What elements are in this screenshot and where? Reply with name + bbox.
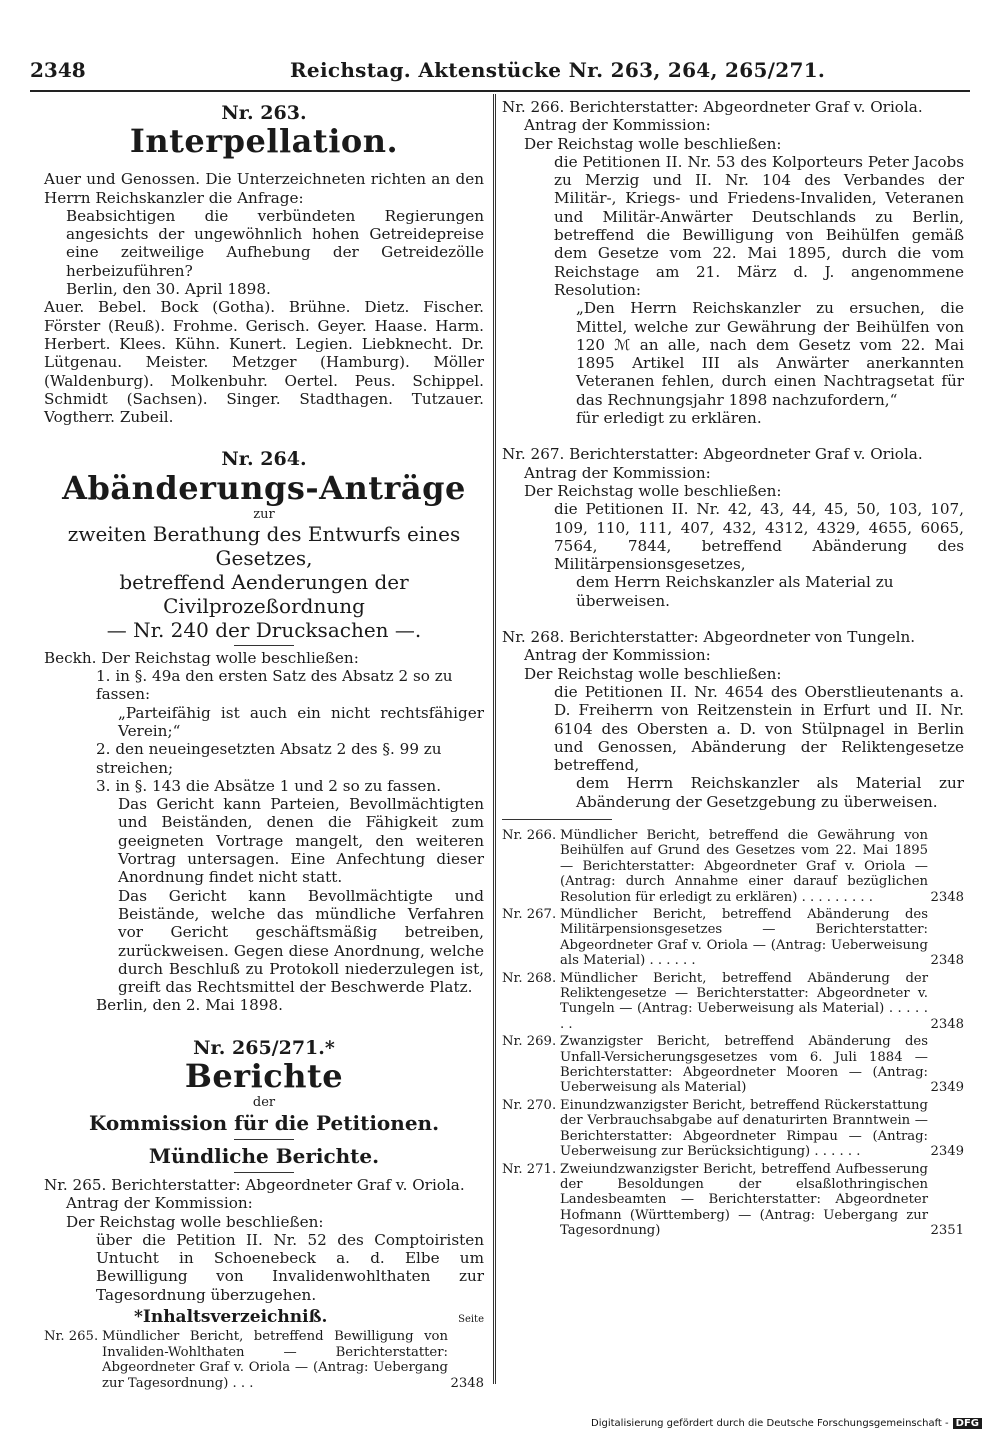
nr267-body: die Petitionen II. Nr. 42, 43, 44, 45, 50, 103, 107, 109, 110, 111, 407, 432, 4312, 4329, 4655, 6065, 7564, 7844, betreffend Abänderung des Militärpensionsgesetzes, bbox=[554, 500, 964, 574]
nr263-signatories: Auer. Bebel. Bock (Gotha). Brühne. Dietz. Fischer. Förster (Reuß). Frohme. Gerisch. Geyer. Haase. Harm. Herbert. Klees. Kühn. Kunert. Legien. Liebknecht. Dr. Lütgenau. Meister. Metzger (Hamburg). Möller (Waldenburg). Molkenbuhr. Oertel. Peus. Schippel. Schmidt (Sachsen). Singer. Stadthagen. Tutzauer. Vogtherr. Zubeil. bbox=[44, 298, 484, 427]
nr264-subtitle-3: — Nr. 240 der Drucksachen —. bbox=[106, 617, 422, 642]
nr264-zur: zur bbox=[253, 506, 275, 522]
nr264-intro: Beckh. Der Reichstag wolle beschließen: bbox=[44, 648, 359, 667]
nr267-reporter: Nr. 267. Berichterstatter: Abgeordneter Graf v. Oriola. bbox=[502, 445, 923, 464]
nr267-antrag: Antrag der Kommission: bbox=[524, 463, 711, 482]
dfg-logo: DFG bbox=[953, 1418, 982, 1429]
page-number: 2348 bbox=[30, 58, 86, 82]
page-header bbox=[30, 58, 970, 86]
nr264-subtitle-2: betreffend Aenderungen der Civilprozeßordnung bbox=[119, 569, 409, 618]
nr264-item-1: 1. in §. 49a den ersten Satz des Absatz 2 so zu fassen: bbox=[96, 667, 453, 704]
nr264-date: Berlin, den 2. Mai 1898. bbox=[96, 996, 283, 1015]
toc-entry: Nr. 270. Einundzwanzigster Bericht, betreffend Rückerstattung der Verbrauchsabgabe auf denaturirten Branntwein — Berichterstatter: Abgeordneter Rimpau — (Antrag: Ueberweisung zur Berücksichtigung) . . . . . . 2349 bbox=[502, 1097, 964, 1160]
nr268-end: dem Herrn Reichskanzler als Material zur Abänderung der Gesetzgebung zu überweisen. bbox=[576, 774, 964, 811]
nr264-para-1: Das Gericht kann Parteien, Bevollmächtigten und Beiständen, denen die Fähigkeit zum geeigneten Vortrage mangelt, den weiteren Vortrag untersagen. Eine Anfechtung dieser Anordnung findet nicht statt. bbox=[118, 795, 484, 887]
nr263-title: Interpellation. bbox=[129, 122, 399, 161]
toc-entry: Nr. 265. Mündlicher Bericht, betreffend Bewilligung von Invaliden-Wohlthaten — Berichterstatter: Abgeordneter Graf v. Oriola — (Antrag: Uebergang zur Tagesordnung) . . . 2348 bbox=[44, 1329, 484, 1391]
header-rule bbox=[30, 90, 970, 92]
nr268-antrag: Antrag der Kommission: bbox=[524, 646, 711, 665]
nr263-head: Nr. 263. bbox=[221, 102, 307, 124]
nr268-body: die Petitionen II. Nr. 4654 des Oberstlieutenants a. D. Freiherrn von Reitzenstein in Erfurt und II. Nr. 6104 des Obersten a. D. von Stülpnagel in Berlin und Genossen, Abänderung der Reliktengesetze betreffend, bbox=[554, 682, 964, 775]
nr264-title: Abänderungs-Anträge bbox=[62, 468, 466, 507]
footer-credit bbox=[591, 1418, 982, 1429]
nr266-antrag: Antrag der Kommission: bbox=[524, 116, 711, 135]
column-divider bbox=[493, 94, 496, 1384]
toc-header bbox=[44, 1308, 484, 1329]
nr264-item-2: 2. den neueingesetzten Absatz 2 des §. 99 zu streichen; bbox=[96, 740, 442, 777]
toc-entry: Nr. 269. Zwanzigster Bericht, betreffend Abänderung des Unfall-Versicherungsgesetzes vom 6. Juli 1884 — Berichterstatter: Abgeordneter Mooren — (Antrag: Ueberweisung als Material) 2349 bbox=[502, 1034, 964, 1096]
nr264-subtitle-1: zweiten Berathung des Entwurfs eines Gesetzes, bbox=[67, 521, 461, 570]
toc-title: *Inhaltsverzeichniß. bbox=[134, 1307, 328, 1328]
toc-seite: Seite bbox=[458, 1314, 484, 1326]
nr264-item-3: 3. in §. 143 die Absätze 1 und 2 so zu fassen. bbox=[96, 776, 442, 795]
toc-entry: Nr. 271. Zweiundzwanzigster Bericht, betreffend Aufbesserung der Besoldungen der elsaßlothringischen Landesbeamten — Berichterstatter: Abgeordneter Hofmann (Württemberg) — (Antrag: Uebergang zur Tagesordnung) 2351 bbox=[502, 1161, 964, 1239]
nr265-antrag: Antrag der Kommission: bbox=[66, 1194, 253, 1213]
nr267-beschluss: Der Reichstag wolle beschließen: bbox=[524, 481, 782, 500]
left-column bbox=[44, 98, 484, 1393]
nr263-date: Berlin, den 30. April 1898. bbox=[66, 280, 271, 299]
toc-entry: Nr. 268. Mündlicher Bericht, betreffend Abänderung der Reliktengesetze — Berichterstatter: Abgeordneter v. Tungeln — (Antrag: Ueberweisung als Material) . . . . . . . 2348 bbox=[502, 970, 964, 1032]
nr265-reporter: Nr. 265. Berichterstatter: Abgeordneter Graf v. Oriola. bbox=[44, 1175, 465, 1194]
nr263-intro: Auer und Genossen. Die Unterzeichneten richten an den Herrn Reichskanzler die Anfrage: bbox=[44, 170, 484, 207]
nr266-body: die Petitionen II. Nr. 53 des Kolporteurs Peter Jacobs zu Merzig und II. Nr. 104 des Verbandes der Militär-, Kriegs- und Friedens-Invaliden, Veteranen und Militär-Anwärter Deutschlands zu Berlin, betreffend die Bewilligung von Beihülfen gemäß dem Gesetze vom 22. Mai 1895, durch die vom Reichstage am 21. März d. J. angenommene Resolution: bbox=[554, 152, 964, 299]
nr264-para-2: Das Gericht kann Bevollmächtigte und Beistände, welche das mündliche Verfahren vor Gericht geschäftsmäßig betreiben, zurückweisen. Gegen diese Anordnung, welche durch Beschluß zu Protokoll niederzulegen ist, greift das Rechtsmittel der Beschwerde Platz. bbox=[118, 886, 484, 997]
nr266-end: für erledigt zu erklären. bbox=[576, 409, 762, 428]
nr266-reporter: Nr. 266. Berichterstatter: Abgeordneter Graf v. Oriola. bbox=[502, 98, 923, 116]
nr263-question: Beabsichtigen die verbündeten Regierungen angesichts der ungewöhnlich hohen Getreidepreise eine zeitweilige Aufhebung der Getreidezölle herbeizuführen? bbox=[66, 206, 484, 280]
nr265-der: der bbox=[252, 1094, 276, 1110]
nr266-beschluss: Der Reichstag wolle beschließen: bbox=[524, 134, 782, 153]
nr265-title: Berichte bbox=[184, 1056, 344, 1095]
nr268-reporter: Nr. 268. Berichterstatter: Abgeordneter von Tungeln. bbox=[502, 628, 916, 647]
toc-right bbox=[502, 828, 964, 1239]
nr264-item-1-quote: „Parteifähig ist auch ein nicht rechtsfähiger Verein;“ bbox=[118, 703, 484, 740]
nr265-sub2: Mündliche Berichte. bbox=[148, 1143, 380, 1168]
nr266-quote: „Den Herrn Reichskanzler zu ersuchen, die Mittel, welche zur Gewährung der Beihülfen von 120 ℳ an alle, nach dem Gesetz vom 22. Mai 1895 Artikel III als Anwärter anerkannten Veteranen fehlen, durch einen Nachtragsetat für das Rechnungsjahr 1898 nachzufordern,“ bbox=[576, 299, 964, 409]
header-title: Reichstag. Aktenstücke Nr. 263, 264, 265/271. bbox=[290, 58, 826, 82]
nr265-body: über die Petition II. Nr. 52 des Comptoiristen Untucht in Schoenebeck a. d. Elbe um Bewilligung von Invalidenwohlthaten zur Tagesordnung überzugehen. bbox=[96, 1230, 484, 1304]
nr268-beschluss: Der Reichstag wolle beschließen: bbox=[524, 664, 782, 683]
nr264-head: Nr. 264. bbox=[221, 448, 307, 471]
toc-left bbox=[44, 1329, 484, 1391]
footer-text: Digitalisierung gefördert durch die Deutsche Forschungsgemeinschaft - bbox=[591, 1418, 949, 1429]
right-column bbox=[502, 98, 964, 1241]
toc-entry: Nr. 267. Mündlicher Bericht, betreffend Abänderung des Militärpensionsgesetzes — Berichterstatter: Abgeordneter Graf v. Oriola — (Antrag: Ueberweisung als Material) . . . . . . 2348 bbox=[502, 907, 964, 969]
nr265-head: Nr. 265/271.* bbox=[193, 1036, 335, 1059]
nr265-beschluss: Der Reichstag wolle beschließen: bbox=[66, 1212, 324, 1231]
nr265-subtitle: Kommission für die Petitionen. bbox=[88, 1110, 440, 1135]
toc-entry: Nr. 266. Mündlicher Bericht, betreffend die Gewährung von Beihülfen auf Grund des Gesetzes vom 22. Mai 1895 — Berichterstatter: Abgeordneter Graf v. Oriola — (Antrag: durch Annahme einer darauf bezüglichen Resolution für erledigt zu erklären) . . . . . . . . . 2348 bbox=[502, 827, 964, 905]
nr267-end: dem Herrn Reichskanzler als Material zu überweisen. bbox=[576, 573, 894, 610]
